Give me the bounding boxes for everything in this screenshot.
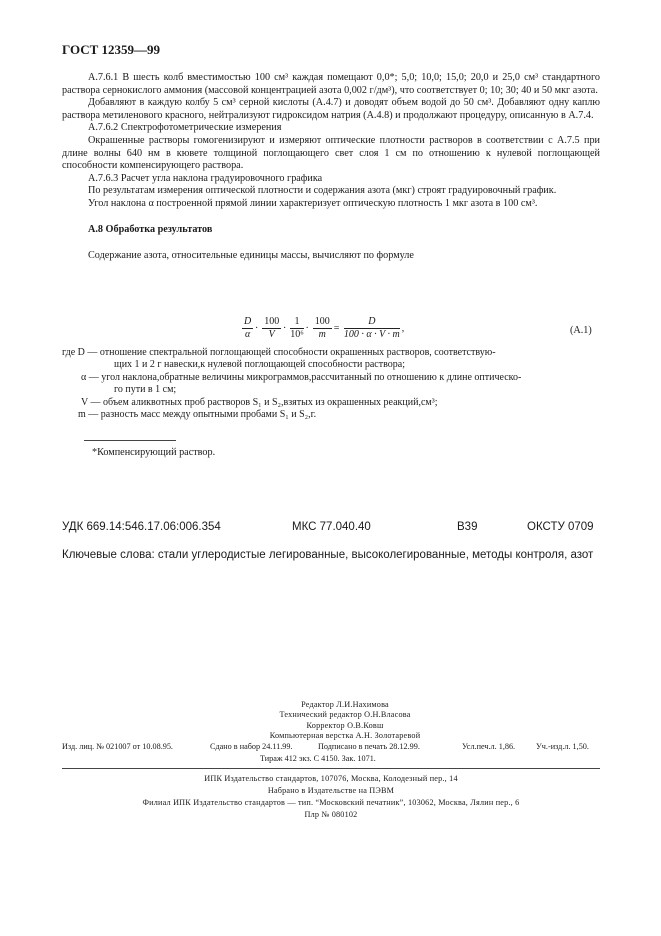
publisher-sheets: Уч.-изд.л. 1,50. — [536, 742, 589, 751]
definition-m: m — разность масс между опытными пробами S₁ и S₂,г. — [78, 409, 317, 421]
definition-alpha: α — угол наклона,обратные величины микрограммов,рассчитанный по отношению к длине оптическо- — [81, 371, 522, 383]
paragraph-a761: А.7.6.1 В шесть колб вместимостью 100 см³ каждая помещают 0,0*; 5,0; 10,0; 15,0; 20,0 и 25,0 см³ стандартного раствора сернокислого аммония (массовой концентрацией азота 0,002 г/дм³), что соответствует 0; 10; 30; 40 и 50 мкг азота. — [62, 72, 600, 96]
credit-layout: Компьютерная верстка А.Н. Золотаревой — [269, 731, 421, 741]
credit-corrector: Корректор О.В.Ковш — [306, 720, 384, 730]
imprint-divider — [62, 768, 600, 769]
paragraph-measurement: Окрашенные растворы гомогенизируют и измеряют оптические плотности растворов в соответствии с А.7.5 при длине волны 640 нм в кювете толщиной поглощающего свет слоя 1 см по отношению к нулевой поглощающей способности компенсирующего раствора. — [62, 134, 600, 172]
group-code: В39 — [457, 521, 478, 533]
imprint-typeset: Набрано в Издательстве на ПЭВМ — [267, 786, 395, 795]
imprint-branch: Филиал ИПК Издательство стандартов — тип. “Московский печатник”, 103062, Москва, Лялин пер., 6 — [142, 798, 520, 807]
paragraph-formula-intro: Содержание азота, относительные единицы массы, вычисляют по формуле — [88, 250, 414, 262]
paragraph-add-acid: Добавляют в каждую колбу 5 см³ серной кислоты (А.4.7) и доводят объем водой до 50 см³. Добавляют одну каплю раствора метиленового красного, нейтрализуют гидроксидом натрия (А.4.8) и продолжают процедуру, описанную в А.7.4. — [62, 97, 600, 121]
imprint-license: Плр № 080102 — [304, 810, 358, 819]
definition-v: V — объем аликвотных проб растворов S₁ и S₂,взятых из окрашенных реакций,см³; — [81, 396, 438, 408]
udk-code: УДК 669.14:546.17.06:006.354 — [62, 521, 221, 533]
formula-a1: $\frac{D}{\alpha}$ · $\frac{100}{V}$ · $\frac{1}{\text{10⁶}}$ · $\frac{100}{m}$ = $\frac{D}{100 \cdot \alpha \cdot V \cdot m}$ , — [244, 316, 405, 340]
section-heading-a8: А.8 Обработка результатов — [88, 223, 213, 235]
document-header: ГОСТ 12359—99 — [62, 42, 161, 57]
credits — [200, 700, 490, 742]
signed-date: Подписано в печать 28.12.99. — [318, 742, 420, 751]
paragraph-slope: Угол наклона α построенной прямой линии характеризует оптическую плотность 1 мкг азота в 100 см³. — [88, 197, 538, 209]
imprint-publisher: ИПК Издательство стандартов, 107076, Москва, Колодезный пер., 14 — [204, 774, 458, 783]
circulation: Тираж 412 экз. С 4150. Зак. 1071. — [260, 754, 376, 763]
credit-editor: Редактор Л.И.Нахимова — [301, 700, 389, 709]
fraction-100-m: $\frac{100}{m}$ — [314, 316, 330, 340]
okstu-code: ОКСТУ 0709 — [527, 521, 594, 533]
fraction-100-v: $\frac{100}{V}$ — [264, 316, 280, 340]
imprint — [62, 773, 600, 821]
variable-definitions — [62, 347, 600, 421]
footnote: *Компенсирующий раствор. — [92, 447, 216, 458]
paragraph-a763: А.7.6.3 Расчет угла наклона градуировочного графика — [88, 172, 323, 184]
credit-tech-editor: Технический редактор О.Н.Власова — [279, 710, 411, 720]
paragraph-a762: А.7.6.2 Спектрофотометрические измерения — [88, 122, 282, 134]
footnote-divider — [84, 440, 176, 441]
keywords: Ключевые слова: стали углеродистые легированные, высоколегированные, методы контроля, азот — [62, 549, 594, 561]
mks-code: МКС 77.040.40 — [292, 521, 371, 533]
equation-number: (А.1) — [570, 325, 592, 336]
sent-date: Сдано в набор 24.11.99. — [210, 742, 293, 751]
fraction-d-alpha: $\frac{D}{\alpha}$ — [244, 316, 252, 340]
fraction-1-10e6: $\frac{1}{\text{10⁶}}$ — [290, 316, 304, 340]
definition-alpha-continued: го пути в 1 см; — [114, 384, 177, 396]
definition-d: где D — отношение спектральной поглощающей способности окрашенных растворов, соответствую- — [62, 347, 496, 358]
document-body — [62, 72, 600, 263]
definition-d-continued: щих 1 и 2 г навески,к нулевой поглощающей способности раствора; — [114, 359, 405, 371]
paragraph-graph: По результатам измерения оптической плотности и содержания азота (мкг) строят градуировочный график. — [88, 185, 557, 197]
print-sheets: Усл.печ.л. 1,86. — [462, 742, 516, 751]
publisher-license: Изд. лиц. № 021007 от 10.08.95. — [62, 742, 173, 751]
fraction-rhs: $\frac{D}{100 \cdot \alpha \cdot V \cdot m}$ — [343, 316, 400, 340]
